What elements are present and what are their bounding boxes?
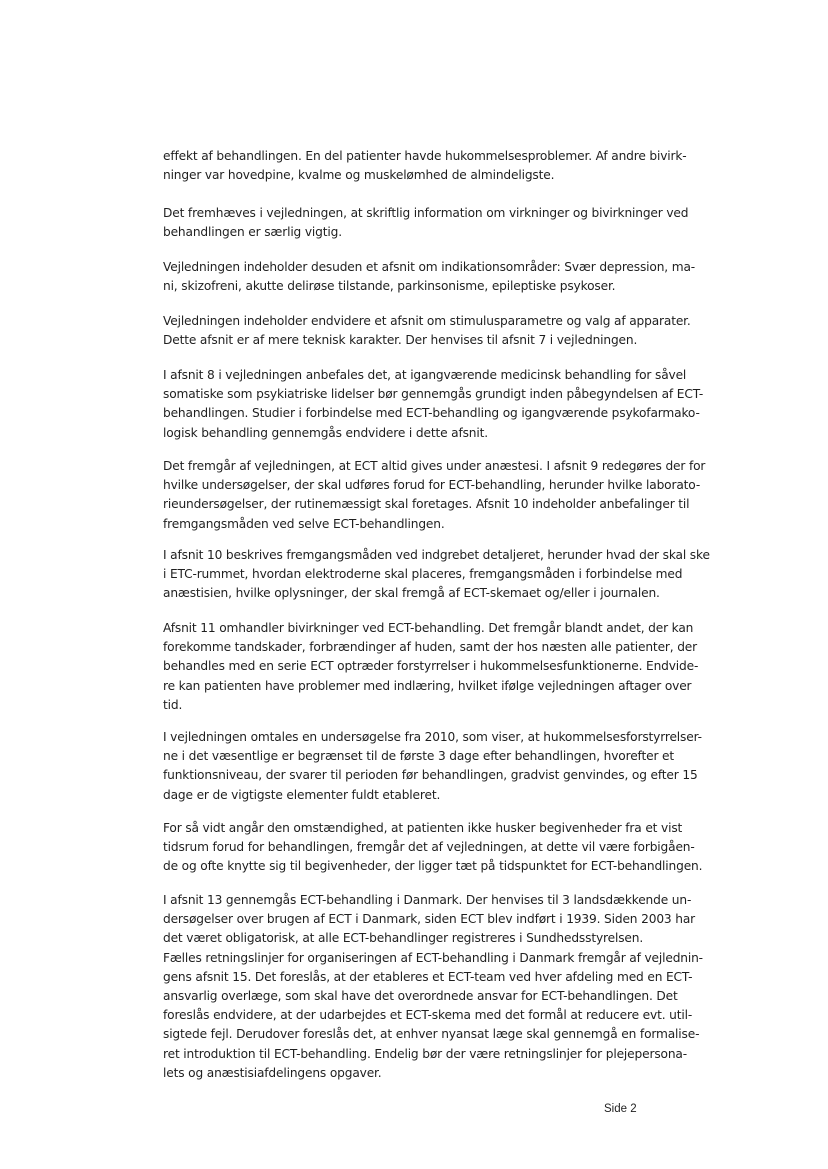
paragraph-3: [163, 258, 696, 296]
text-line: Vejledningen indeholder endvidere et afsnit om stimulusparametre og valg af apparater.: [163, 314, 691, 328]
text-line: For så vidt angår den omstændighed, at patienten ikke husker begivenheder fra et vist: [163, 821, 683, 835]
text-line: I afsnit 8 i vejledningen anbefales det, at igangværende medicinsk behandling for såvel: [163, 368, 687, 382]
text-line: funktionsniveau, der svarer til perioden før behandlingen, gradvist genvindes, og efter 15: [163, 768, 698, 783]
text-line: re kan patienten have problemer med indlæring, hvilket ifølge vejledningen aftager over: [163, 678, 692, 693]
text-line: tid.: [163, 697, 183, 712]
text-line: fremgangsmåden ved selve ECT-behandlingen.: [163, 516, 445, 531]
text-line: hvilke undersøgelser, der skal udføres forud for ECT-behandling, herunder hvilke laborato-: [163, 478, 701, 493]
text-line: lets og anæstisiafdelingens opgaver.: [163, 1065, 382, 1080]
paragraph-11: [163, 891, 703, 1083]
paragraph-10: [163, 819, 703, 877]
text-line: behandlingen. Studier i forbindelse med ECT-behandling og igangværende psykofarmako-: [163, 406, 700, 421]
text-line: Dette afsnit er af mere teknisk karakter. Der henvises til afsnit 7 i vejledningen.: [163, 333, 638, 348]
text-line: Fælles retningslinjer for organiseringen af ECT-behandling i Danmark fremgår af vejlednin-: [163, 950, 703, 965]
text-line: i ETC-rummet, hvordan elektroderne skal placeres, fremgangsmåden i forbindelse med: [163, 567, 683, 582]
text-line: effekt af behandlingen. En del patienter havde hukommelsesproblemer. Af andre bivirk-: [163, 149, 687, 163]
paragraph-2: [163, 204, 693, 242]
text-line: behandlingen er særlig vigtig.: [163, 225, 342, 240]
text-line: de og ofte knytte sig til begivenheder, der ligger tæt på tidspunktet for ECT-behandlingen.: [163, 859, 703, 874]
paragraph-7: [163, 546, 710, 604]
text-line: Det fremhæves i vejledningen, at skriftlig information om virkninger og bivirkninger ved: [163, 206, 689, 220]
text-line: Afsnit 11 omhandler bivirkninger ved ECT-behandling. Det fremgår blandt andet, der kan: [163, 621, 694, 635]
paragraph-1: [163, 147, 693, 185]
text-line: dersøgelser over brugen af ECT i Danmark, siden ECT blev indført i 1939. Siden 2003 har: [163, 912, 696, 927]
paragraph-5: [163, 366, 704, 443]
text-line: logisk behandling gennemgås endvidere i dette afsnit.: [163, 425, 488, 440]
paragraph-4: [163, 312, 693, 350]
text-line: I afsnit 13 gennemgås ECT-behandling i Danmark. Der henvises til 3 landsdækkende un-: [163, 893, 692, 907]
paragraph-6: [163, 457, 706, 534]
text-line: dage er de vigtigste elementer fuldt etableret.: [163, 787, 441, 802]
text-line: foreslås endvidere, at der udarbejdes et ECT-skema med det formål at reducere evt. util-: [163, 1008, 693, 1023]
text-line: I vejledningen omtales en undersøgelse fra 2010, som viser, at hukommelsesforstyrrelser-: [163, 730, 702, 744]
text-line: forekomme tandskader, forbrændinger af huden, samt der hos næsten alle patienter, der: [163, 640, 698, 655]
text-line: ninger var hovedpine, kvalme og muskelømhed de almindeligste.: [163, 168, 555, 183]
paragraph-8: [163, 619, 699, 715]
text-line: rieundersøgelser, der rutinemæssigt skal foretages. Afsnit 10 indeholder anbefalinger til: [163, 497, 690, 512]
text-line: ni, skizofreni, akutte delirøse tilstande, parkinsonisme, epileptiske psykoser.: [163, 279, 616, 294]
text-line: anæstisien, hvilke oplysninger, der skal fremgå af ECT-skemaet og/eller i journalen.: [163, 586, 660, 601]
text-line: ne i det væsentlige er begrænset til de første 3 dage efter behandlingen, hvorefter et: [163, 749, 675, 764]
text-line: sigtede fejl. Derudover foreslås det, at enhver nyansat læge skal gennemgå en formalise-: [163, 1027, 700, 1042]
text-line: det været obligatorisk, at alle ECT-behandlinger registreres i Sundhedsstyrelsen.: [163, 931, 644, 946]
text-line: ansvarlig overlæge, som skal have det overordnede ansvar for ECT-behandlingen. Det: [163, 989, 678, 1004]
page-number: Side 2: [604, 1103, 637, 1115]
paragraph-9: [163, 728, 702, 805]
text-line: ret introduktion til ECT-behandling. Endelig bør der være retningslinjer for plejepersona-: [163, 1046, 687, 1061]
text-line: Det fremgår af vejledningen, at ECT altid gives under anæstesi. I afsnit 9 redegøres der for: [163, 459, 706, 473]
text-line: I afsnit 10 beskrives fremgangsmåden ved indgrebet detaljeret, herunder hvad der skal ske: [163, 548, 710, 562]
text-line: behandles med en serie ECT optræder forstyrrelser i hukommelsesfunktionerne. Endvide-: [163, 659, 699, 674]
text-line: somatiske som psykiatriske lidelser bør gennemgås grundigt inden påbegyndelsen af ECT-: [163, 387, 704, 402]
text-line: gens afsnit 15. Det foreslås, at der etableres et ECT-team ved hver afdeling med en ECT-: [163, 969, 693, 984]
text-line: Vejledningen indeholder desuden et afsnit om indikationsområder: Svær depression, ma-: [163, 260, 696, 274]
text-line: tidsrum forud for behandlingen, fremgår det af vejledningen, at dette vil være forbigåen-: [163, 840, 695, 855]
